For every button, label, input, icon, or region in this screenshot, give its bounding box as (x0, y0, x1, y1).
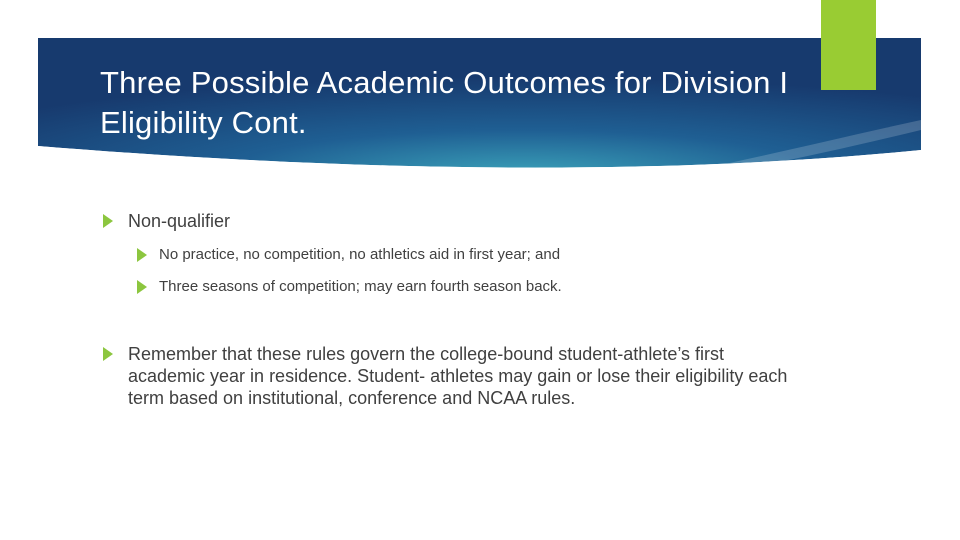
triangle-bullet-icon (102, 347, 114, 361)
bullet-item (102, 210, 230, 232)
triangle-bullet-icon (102, 214, 114, 228)
triangle-bullet-icon (136, 280, 148, 294)
bullet-text: Non-qualifier (128, 211, 231, 231)
slide-title: Three Possible Academic Outcomes for Division I Eligibility Cont. (100, 65, 789, 140)
sub-bullet-item (136, 277, 562, 297)
sub-bullet-text: No practice, no competition, no athletics aid in first year; and (159, 246, 561, 263)
sub-bullet-text: Three seasons of competition; may earn fourth season back. (159, 278, 562, 295)
bullet-text: Remember that these rules govern the college-bound student-athlete’s first academic year in residence. Student- athletes may gain or lose their eligibility each term based on institutional, conference and NCAA rules. (128, 344, 788, 408)
triangle-bullet-icon (136, 248, 148, 262)
sub-bullet-item (136, 245, 560, 265)
accent-square (821, 0, 876, 90)
bullet-item (102, 343, 788, 409)
